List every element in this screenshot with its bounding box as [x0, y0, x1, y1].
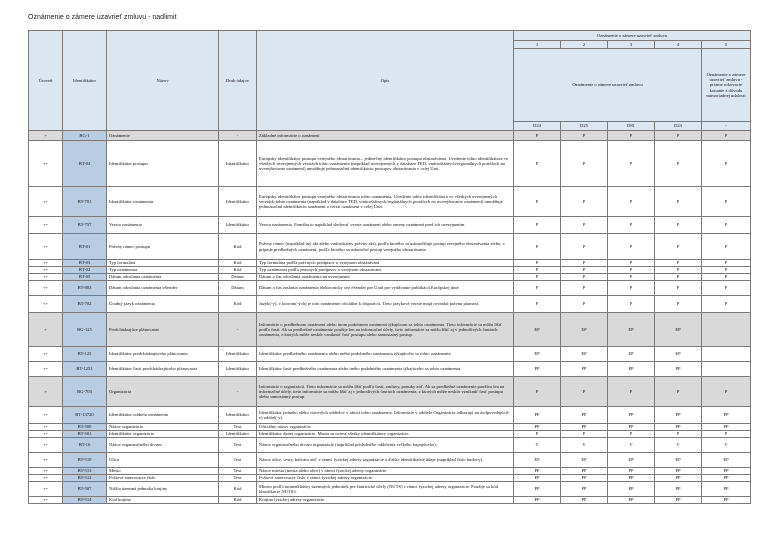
header-group: Oznámenie o zámere uzavrieť zmluvu: [514, 31, 751, 41]
row-value-1: P: [514, 187, 561, 217]
row-value-4: PP: [655, 475, 702, 482]
row-value-4: PP: [655, 362, 702, 377]
header-col-number: 1: [514, 41, 561, 49]
row-identifier: BT-757: [63, 217, 107, 234]
row-identifier: BT-05: [63, 274, 107, 281]
row-data-type: Identifikátor: [219, 347, 257, 362]
row-value-2: P: [561, 296, 608, 313]
row-identifier: BT-02: [63, 267, 107, 274]
header-data-type: Druh údajov: [219, 31, 257, 131]
row-description: Identifikátor jedného alebo viacerých oddielov v rámci tohto oznámenia. Informácie v oddiele Organizácia odkazujú na zodpovedajúci(-e) oddiel(-y).: [257, 407, 514, 424]
row-identifier: BT-701: [63, 187, 107, 217]
row-description: Jazyk(-y), v ktorom(-ých) je toto oznámenie oficiálne k dispozícii. Tieto jazykové verzie majú rovnakú právnu platnosť.: [257, 296, 514, 313]
row-value-1: P: [514, 296, 561, 313]
row-value-3: PP: [608, 362, 655, 377]
row-name: Identifikátor organizácie: [107, 431, 219, 438]
row-data-type: Identifikátor: [219, 187, 257, 217]
table-row: [29, 438, 751, 453]
row-level: +: [29, 131, 63, 141]
row-value-1: V: [514, 438, 561, 453]
row-level: ++: [29, 407, 63, 424]
row-description: Dátum a čas zaslania oznámenia elektronicky cez eSender pre Úrad pre vydávanie publikácií Európskej únie: [257, 281, 514, 296]
row-value-3: P: [608, 267, 655, 274]
row-value-2: P: [561, 217, 608, 234]
row-description: Oficiálny názov organizácie.: [257, 424, 514, 431]
row-data-type: Kód: [219, 267, 257, 274]
row-value-1: PP: [514, 497, 561, 504]
row-value-1: PP: [514, 475, 561, 482]
row-value-5: P: [702, 281, 751, 296]
table-row: [29, 468, 751, 475]
row-description: Právny rámec (napríklad iný akt alebo vnútroštátny právny akt), podľa ktorého sa uskutočňuje postup verejného obstarávania alebo, v prípade predbežných oznámení, podľa ktorého sa uskutoční postup verejného obstarávania: [257, 234, 514, 260]
row-data-type: Dátum: [219, 281, 257, 296]
row-value-3: P: [608, 281, 655, 296]
row-identifier: BT-125: [63, 347, 107, 362]
row-identifier: BG-703: [63, 377, 107, 407]
header-col-number: 5: [702, 41, 751, 49]
header-col-number: 3: [608, 41, 655, 49]
row-value-1: PP: [514, 482, 561, 497]
row-name: Úradný jazyk oznámenia: [107, 296, 219, 313]
row-value-5: PP: [702, 407, 751, 424]
row-value-4: PP: [655, 482, 702, 497]
row-value-4: EP: [655, 453, 702, 468]
row-value-2: V: [561, 438, 608, 453]
row-data-type: Dátum: [219, 274, 257, 281]
table-row: [29, 281, 751, 296]
row-value-5: P: [702, 377, 751, 407]
header-form-code: D81: [608, 122, 655, 131]
table-row: [29, 274, 751, 281]
row-identifier: BT-702: [63, 296, 107, 313]
row-value-1: P: [514, 281, 561, 296]
row-value-4: P: [655, 377, 702, 407]
row-value-3: PP: [608, 475, 655, 482]
row-name: Identifikátor časti predchádzajúceho plánovania: [107, 362, 219, 377]
row-data-type: Text: [219, 438, 257, 453]
row-value-5: PP: [702, 424, 751, 431]
table-body: [29, 131, 751, 504]
row-value-4: P: [655, 187, 702, 217]
row-description: Identifikátor predbežného oznámenia alebo iného podobného oznámenia týkajúceho sa tohto oznámenia.: [257, 347, 514, 362]
row-value-4: PP: [655, 407, 702, 424]
row-name: Identifikátor postupu: [107, 141, 219, 187]
row-description: Identifikátor danej organizácie. Musia sa uviesť všetky identifikátory organizácie.: [257, 431, 514, 438]
header-col-number: 4: [655, 41, 702, 49]
row-identifier: BT-514: [63, 497, 107, 504]
row-value-1: PP: [514, 424, 561, 431]
row-value-1: P: [514, 217, 561, 234]
row-value-3: PP: [608, 482, 655, 497]
row-value-1: EP: [514, 453, 561, 468]
row-identifier: BG-1: [63, 131, 107, 141]
row-name: Typ oznámenia: [107, 267, 219, 274]
row-level: ++: [29, 267, 63, 274]
row-data-type: Text: [219, 424, 257, 431]
row-name: Mesto: [107, 468, 219, 475]
row-value-3: P: [608, 234, 655, 260]
row-value-1: P: [514, 141, 561, 187]
row-value-3: PP: [608, 424, 655, 431]
row-identifier: BT-04: [63, 141, 107, 187]
row-description: Dátum a čas odoslania oznámenia na uverejnenie.: [257, 274, 514, 281]
row-name: Dátum odoslania oznámenia eSender: [107, 281, 219, 296]
row-identifier: BT-507: [63, 482, 107, 497]
row-level: ++: [29, 187, 63, 217]
row-value-3: V: [608, 438, 655, 453]
row-value-1: P: [514, 234, 561, 260]
row-data-type: Text: [219, 468, 257, 475]
header-form-code: -: [702, 122, 751, 131]
row-value-5: P: [702, 217, 751, 234]
row-level: ++: [29, 468, 63, 475]
row-value-5: V: [702, 438, 751, 453]
row-name: Ulica: [107, 453, 219, 468]
row-level: ++: [29, 482, 63, 497]
row-name: Kód krajiny: [107, 497, 219, 504]
row-name: Dátum odoslania oznámenia: [107, 274, 219, 281]
row-data-type: -: [219, 377, 257, 407]
row-value-4: P: [655, 267, 702, 274]
row-name: Názov organizácie: [107, 424, 219, 431]
row-value-2: P: [561, 274, 608, 281]
row-value-5: PP: [702, 468, 751, 475]
table-row: [29, 424, 751, 431]
row-description: Informácie o organizácii. Tieto informácie sa môžu líšiť podľa častí, zmluvy, ponuky atď. Ak sa predbežné oznámenie používa len na informačné účely, tieto informácie sa môžu líšiť aj v jednotlivých častiach oznámenia, z ktorých môže neskôr vzniknúť časť postupu alebo samostatný postup.: [257, 377, 514, 407]
header-col-number: 2: [561, 41, 608, 49]
row-description: Názov miesta (mesta alebo obce) v rámci fyzickej adresy organizácie.: [257, 468, 514, 475]
row-value-4: P: [655, 431, 702, 438]
row-name: Identifikátor oznámenia: [107, 187, 219, 217]
row-value-3: P: [608, 296, 655, 313]
table-row: [29, 313, 751, 347]
row-level: ++: [29, 281, 63, 296]
row-value-5: [702, 347, 751, 362]
row-value-1: P: [514, 377, 561, 407]
table-row: [29, 234, 751, 260]
row-name: Identifikátor oddielu oznámenia: [107, 407, 219, 424]
row-value-2: P: [561, 431, 608, 438]
row-value-2: PP: [561, 424, 608, 431]
row-description: Poštové smerovacie číslo v rámci fyzickej adresy organizácie.: [257, 475, 514, 482]
row-value-2: P: [561, 267, 608, 274]
row-level: ++: [29, 453, 63, 468]
row-name: Verzia oznámenia: [107, 217, 219, 234]
table-row: [29, 187, 751, 217]
table-row: [29, 497, 751, 504]
row-description: Miesto podľa nomenklatúry územných jednotiek pre štatistické účely (NUTS) v rámci fyzickej adresy organizácie. Použije sa kód klasifikácie NUTS3.: [257, 482, 514, 497]
row-data-type: Identifikátor: [219, 431, 257, 438]
row-name: Nižšia územná jednotka krajiny: [107, 482, 219, 497]
row-value-1: PP: [514, 468, 561, 475]
row-level: ++: [29, 260, 63, 267]
row-value-3: EP: [608, 347, 655, 362]
row-identifier: BT-501: [63, 431, 107, 438]
row-value-5: [702, 313, 751, 347]
table-row: [29, 431, 751, 438]
row-level: ++: [29, 296, 63, 313]
row-value-3: PP: [608, 497, 655, 504]
row-value-1: P: [514, 274, 561, 281]
row-data-type: -: [219, 313, 257, 347]
row-value-5: PP: [702, 497, 751, 504]
row-value-4: EP: [655, 313, 702, 347]
row-value-2: PP: [561, 497, 608, 504]
row-value-2: P: [561, 260, 608, 267]
row-value-3: P: [608, 260, 655, 267]
row-description: Krajina fyzickej adresy organizácie.: [257, 497, 514, 504]
row-value-3: EP: [608, 453, 655, 468]
row-name: Právny rámec postupu: [107, 234, 219, 260]
header-col5-label: Oznámenie o zámere uzavrieť zmluvu - priame rokovacie konanie z dôvodu mimoriadnej udalosti: [702, 49, 751, 122]
row-value-5: P: [702, 260, 751, 267]
table-row: [29, 141, 751, 187]
row-level: ++: [29, 141, 63, 187]
row-name: Identifikátor predchádzajúceho plánovania: [107, 347, 219, 362]
row-value-5: P: [702, 296, 751, 313]
header-identifier: Identifikátor: [63, 31, 107, 131]
row-level: ++: [29, 431, 63, 438]
row-data-type: -: [219, 131, 257, 141]
row-data-type: Kód: [219, 234, 257, 260]
row-description: Identifikátor časti predbežného oznámenia alebo iného podobného oznámenia týkajúceho sa tohto oznámenia.: [257, 362, 514, 377]
row-value-1: PP: [514, 407, 561, 424]
row-data-type: Kód: [219, 260, 257, 267]
row-value-2: P: [561, 234, 608, 260]
row-description: Európsky identifikátor postupu verejného obstarávania tohto oznámenia. Uvedenie tohto identifikátora vo všetkých uverejnených verziách tohto oznámenia (napríklad v databáze TED, vnútroštátnych/regionálnych portáloch na uverejňovanie oznámení) umožňuje jednoznačnú identifikáciu oznámení a verzií oznámení v celej Únii.: [257, 187, 514, 217]
row-value-2: P: [561, 141, 608, 187]
row-description: Verzia oznámenia. Pomáha to napríklad sledovať verzie oznámení alebo zmeny oznámení pred ich uverejnením.: [257, 217, 514, 234]
row-value-5: P: [702, 274, 751, 281]
row-level: ++: [29, 347, 63, 362]
row-description: Typ oznámenia podľa právnych predpisov o verejnom obstarávaní.: [257, 267, 514, 274]
row-value-5: PP: [702, 482, 751, 497]
row-level: +: [29, 377, 63, 407]
row-name: Organizácia: [107, 377, 219, 407]
row-value-5: P: [702, 141, 751, 187]
row-value-3: P: [608, 187, 655, 217]
row-value-1: P: [514, 260, 561, 267]
row-description: Názov organizačného útvaru organizácie (napríklad príslušného oddelenia veľkého kupujúceho).: [257, 438, 514, 453]
row-data-type: Identifikátor: [219, 217, 257, 234]
row-identifier: BT-01: [63, 234, 107, 260]
row-data-type: Identifikátor: [219, 407, 257, 424]
row-value-5: PP: [702, 475, 751, 482]
row-identifier: BT-513: [63, 468, 107, 475]
row-value-4: EP: [655, 347, 702, 362]
row-description: Názov ulice, cesty, bulváru atď. v rámci fyzickej adresy organizácie a ďalšie identifikačné údaje (napríklad číslo budovy).: [257, 453, 514, 468]
row-value-3: EP: [608, 313, 655, 347]
row-value-4: P: [655, 234, 702, 260]
table-row: [29, 347, 751, 362]
notice-fields-table: [28, 30, 751, 504]
row-value-3: P: [608, 431, 655, 438]
row-value-4: P: [655, 217, 702, 234]
row-name: Názov organizačného útvaru: [107, 438, 219, 453]
table-row: [29, 407, 751, 424]
row-value-3: P: [608, 131, 655, 141]
row-description: Základné informácie o oznámení: [257, 131, 514, 141]
row-data-type: Kód: [219, 497, 257, 504]
row-value-5: EP: [702, 453, 751, 468]
header-form-code: D23: [655, 122, 702, 131]
table-row: [29, 475, 751, 482]
table-row: [29, 296, 751, 313]
table-row: [29, 217, 751, 234]
row-level: ++: [29, 362, 63, 377]
row-value-5: P: [702, 131, 751, 141]
row-value-2: P: [561, 131, 608, 141]
row-value-4: PP: [655, 424, 702, 431]
row-value-2: PP: [561, 362, 608, 377]
header-form-code: D25: [561, 122, 608, 131]
row-value-4: V: [655, 438, 702, 453]
row-value-2: P: [561, 377, 608, 407]
row-level: ++: [29, 217, 63, 234]
row-identifier: BT-03: [63, 260, 107, 267]
row-value-2: PP: [561, 407, 608, 424]
row-value-1: PP: [514, 362, 561, 377]
row-value-4: PP: [655, 468, 702, 475]
row-identifier: BT-500: [63, 424, 107, 431]
row-data-type: Text: [219, 475, 257, 482]
row-value-3: P: [608, 377, 655, 407]
row-identifier: BT-510: [63, 453, 107, 468]
row-value-5: P: [702, 234, 751, 260]
row-identifier: BT-803: [63, 281, 107, 296]
table-row: [29, 131, 751, 141]
row-name: Typ formulára: [107, 260, 219, 267]
row-data-type: Identifikátor: [219, 141, 257, 187]
header-form-code: D24: [514, 122, 561, 131]
row-level: ++: [29, 497, 63, 504]
header-description: Opis: [257, 31, 514, 131]
row-value-2: EP: [561, 453, 608, 468]
row-value-1: P: [514, 267, 561, 274]
row-description: Informácie o predbežnom oznámení alebo inom podobnom oznámení týkajúcom sa tohto oznámenia. Tieto informácie sa môžu líšiť podľa častí. Ak sa predbežné oznámenie použije len na informačné účely, tieto informácie sa môžu líšiť aj v jednotlivých častiach oznámenia, z ktorých môže neskôr vzniknúť časť postupu alebo samostatný postup.: [257, 313, 514, 347]
row-value-2: EP: [561, 313, 608, 347]
row-value-1: EP: [514, 313, 561, 347]
row-data-type: Kód: [219, 296, 257, 313]
table-row: [29, 260, 751, 267]
row-value-4: P: [655, 274, 702, 281]
row-name: Oznámenie: [107, 131, 219, 141]
row-identifier: BT-16: [63, 438, 107, 453]
row-value-2: PP: [561, 475, 608, 482]
row-level: ++: [29, 234, 63, 260]
row-level: ++: [29, 475, 63, 482]
table-row: [29, 482, 751, 497]
row-description: Európsky identifikátor postupu verejného obstarávania – jedinečný identifikátor postupu obstarávania. Uvedenie tohto identifikátora vo všetkých uverejnených verziách tohto oznámenia (napríklad uverejnených v databáze TED, vnútroštátnych/regionálnych portáloch na uverejňovanie oznámení) umožňuje jednoznačnú identifikáciu postupov obstarávania v celej Únii.: [257, 141, 514, 187]
row-value-4: P: [655, 131, 702, 141]
row-data-type: Text: [219, 453, 257, 468]
table-row: [29, 377, 751, 407]
row-value-2: EP: [561, 347, 608, 362]
row-data-type: Kód: [219, 482, 257, 497]
row-value-1: EP: [514, 347, 561, 362]
row-identifier: BT-512: [63, 475, 107, 482]
table-row: [29, 362, 751, 377]
row-level: ++: [29, 424, 63, 431]
row-value-2: PP: [561, 482, 608, 497]
row-value-3: P: [608, 141, 655, 187]
row-value-4: P: [655, 296, 702, 313]
row-value-5: P: [702, 267, 751, 274]
row-identifier: BT-1251: [63, 362, 107, 377]
page-title: Oznámenie o zámere uzavrieť zmluvu - nadlimit: [28, 14, 177, 21]
row-value-2: P: [561, 187, 608, 217]
row-value-3: PP: [608, 407, 655, 424]
row-name: Predchádzajúce plánovanie: [107, 313, 219, 347]
row-value-3: P: [608, 274, 655, 281]
row-value-2: P: [561, 281, 608, 296]
row-level: +: [29, 313, 63, 347]
table-row: [29, 453, 751, 468]
row-level: ++: [29, 438, 63, 453]
row-value-4: PP: [655, 497, 702, 504]
row-name: Poštové smerovacie číslo: [107, 475, 219, 482]
header-level: Úroveň: [29, 31, 63, 131]
row-value-5: P: [702, 431, 751, 438]
row-description: Typ formulára podľa právnych predpisov o verejnom obstarávaní.: [257, 260, 514, 267]
row-value-5: P: [702, 187, 751, 217]
table-row: [29, 267, 751, 274]
row-value-4: P: [655, 141, 702, 187]
header-merged-label: Oznámenie o zámere uzavrieť zmluvu: [514, 49, 702, 122]
row-value-1: P: [514, 431, 561, 438]
row-identifier: BT-13720: [63, 407, 107, 424]
row-level: ++: [29, 274, 63, 281]
row-value-5: [702, 362, 751, 377]
row-identifier: BG-125: [63, 313, 107, 347]
row-value-1: P: [514, 131, 561, 141]
row-data-type: Identifikátor: [219, 362, 257, 377]
row-value-2: PP: [561, 468, 608, 475]
row-value-3: P: [608, 217, 655, 234]
header-name: Názov: [107, 31, 219, 131]
row-value-4: P: [655, 260, 702, 267]
row-value-4: P: [655, 281, 702, 296]
row-value-3: PP: [608, 468, 655, 475]
